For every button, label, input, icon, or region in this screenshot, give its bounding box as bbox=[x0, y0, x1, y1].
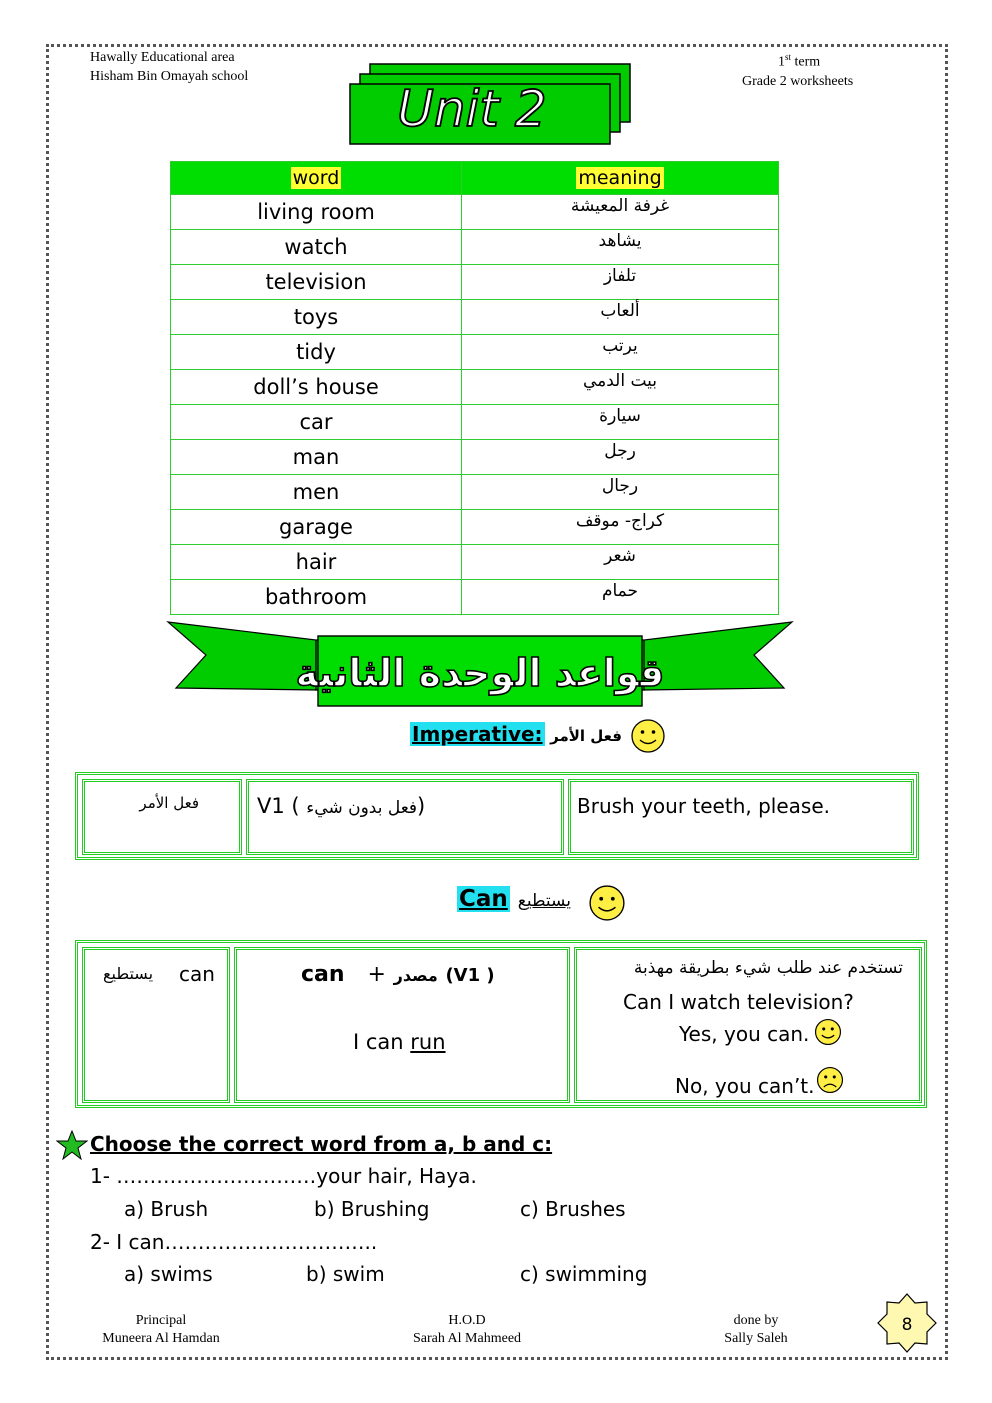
vocab-meaning: رجال bbox=[462, 475, 779, 510]
vocab-word: man bbox=[171, 440, 462, 475]
can-label-cell: can يستطيع bbox=[82, 947, 230, 1103]
vocabulary-row bbox=[171, 580, 779, 615]
q2-option-c[interactable]: c) swimming bbox=[520, 1262, 648, 1286]
vocab-meaning: غرفة المعيشة bbox=[462, 195, 779, 230]
page-number-badge bbox=[876, 1292, 938, 1354]
vocab-meaning: كراج- موقف bbox=[462, 510, 779, 545]
page-number: 8 bbox=[901, 1315, 913, 1335]
educational-area: Hawally Educational area bbox=[90, 50, 235, 65]
star-icon bbox=[56, 1130, 88, 1160]
exercise-title: Choose the correct word from a, b and c: bbox=[90, 1132, 553, 1156]
unit-title-banner bbox=[340, 60, 640, 150]
vocab-word: television bbox=[171, 265, 462, 300]
smiley-icon bbox=[588, 884, 626, 922]
vocab-word: men bbox=[171, 475, 462, 510]
imperative-formula-cell: V1 ( فعل بدون شيء) bbox=[246, 779, 564, 855]
vocabulary-table bbox=[170, 161, 779, 615]
grammar-rules-title: قواعد الوحدة الثانية bbox=[295, 651, 665, 695]
can-formula: can + مصدر (V1 ) bbox=[301, 962, 495, 987]
vocab-meaning: سيارة bbox=[462, 405, 779, 440]
q2-option-b[interactable]: b) swim bbox=[306, 1262, 385, 1286]
vocab-word: doll’s house bbox=[171, 370, 462, 405]
vocabulary-row bbox=[171, 370, 779, 405]
q1-option-c[interactable]: c) Brushes bbox=[520, 1197, 626, 1221]
vocab-word: bathroom bbox=[171, 580, 462, 615]
imperative-example-cell: Brush your teeth, please. bbox=[568, 779, 914, 855]
can-title-arabic: يستطيع bbox=[517, 891, 571, 911]
vocabulary-row bbox=[171, 545, 779, 580]
vocab-word: garage bbox=[171, 510, 462, 545]
q1-option-b[interactable]: b) Brushing bbox=[314, 1197, 430, 1221]
q1-option-a[interactable]: a) Brush bbox=[124, 1197, 209, 1221]
vocab-meaning: يشاهد bbox=[462, 230, 779, 265]
vocab-meaning: رجل bbox=[462, 440, 779, 475]
question-2: 2- I can………………………….. bbox=[90, 1230, 378, 1254]
vocab-word: watch bbox=[171, 230, 462, 265]
vocab-meaning: تلفاز bbox=[462, 265, 779, 300]
hod-signature: H.O.D Sarah Al Mahmeed bbox=[412, 1313, 522, 1346]
can-usage-cell: تستخدم عند طلب شيء بطريقة مهذبة Can I watch television? Yes, you can. No, you can’t. bbox=[574, 947, 922, 1103]
principal-signature: Principal Muneera Al Hamdan bbox=[102, 1313, 220, 1346]
sad-face-icon bbox=[816, 1066, 844, 1094]
vocabulary-row bbox=[171, 440, 779, 475]
vocabulary-row bbox=[171, 300, 779, 335]
vocab-meaning: شعر bbox=[462, 545, 779, 580]
vocabulary-row bbox=[171, 335, 779, 370]
vocab-word: hair bbox=[171, 545, 462, 580]
vocabulary-row bbox=[171, 265, 779, 300]
imperative-title-arabic: فعل الأمر bbox=[550, 727, 622, 745]
author-signature: done by Sally Saleh bbox=[724, 1313, 788, 1346]
question-1: 1- …………………………your hair, Haya. bbox=[90, 1164, 477, 1188]
word-column-header: word bbox=[171, 162, 462, 195]
grammar-rules-banner bbox=[166, 620, 794, 710]
vocabulary-row bbox=[171, 475, 779, 510]
can-title: Can يستطيع bbox=[459, 886, 571, 912]
vocab-meaning: بيت الدمي bbox=[462, 370, 779, 405]
grade-label: Grade 2 worksheets bbox=[742, 73, 854, 89]
can-rule-box bbox=[75, 940, 927, 1108]
school-name: Hisham Bin Omayah school bbox=[90, 69, 249, 84]
vocabulary-row bbox=[171, 510, 779, 545]
can-formula-cell bbox=[234, 947, 570, 1103]
imperative-rule-box bbox=[75, 772, 919, 860]
q2-option-a[interactable]: a) swims bbox=[124, 1262, 213, 1286]
vocabulary-row bbox=[171, 230, 779, 265]
term-label: 1st term bbox=[778, 52, 821, 70]
vocabulary-header-row bbox=[171, 162, 779, 195]
smiley-icon bbox=[814, 1018, 842, 1046]
vocab-word: toys bbox=[171, 300, 462, 335]
vocab-word: living room bbox=[171, 195, 462, 230]
vocab-meaning: يرتب bbox=[462, 335, 779, 370]
imperative-title: Imperative: فعل الأمر bbox=[412, 722, 622, 746]
vocab-meaning: حمام bbox=[462, 580, 779, 615]
meaning-column-header: meaning bbox=[462, 162, 779, 195]
imperative-label-cell: فعل الأمر bbox=[82, 779, 242, 855]
school-info bbox=[90, 48, 248, 86]
smiley-icon bbox=[630, 718, 666, 754]
can-example: I can run bbox=[353, 1030, 446, 1054]
vocab-word: car bbox=[171, 405, 462, 440]
vocab-meaning: ألعاب bbox=[462, 300, 779, 335]
vocab-word: tidy bbox=[171, 335, 462, 370]
unit-title: Unit 2 bbox=[397, 80, 547, 138]
vocabulary-row bbox=[171, 405, 779, 440]
term-info bbox=[742, 48, 853, 91]
vocabulary-row bbox=[171, 195, 779, 230]
